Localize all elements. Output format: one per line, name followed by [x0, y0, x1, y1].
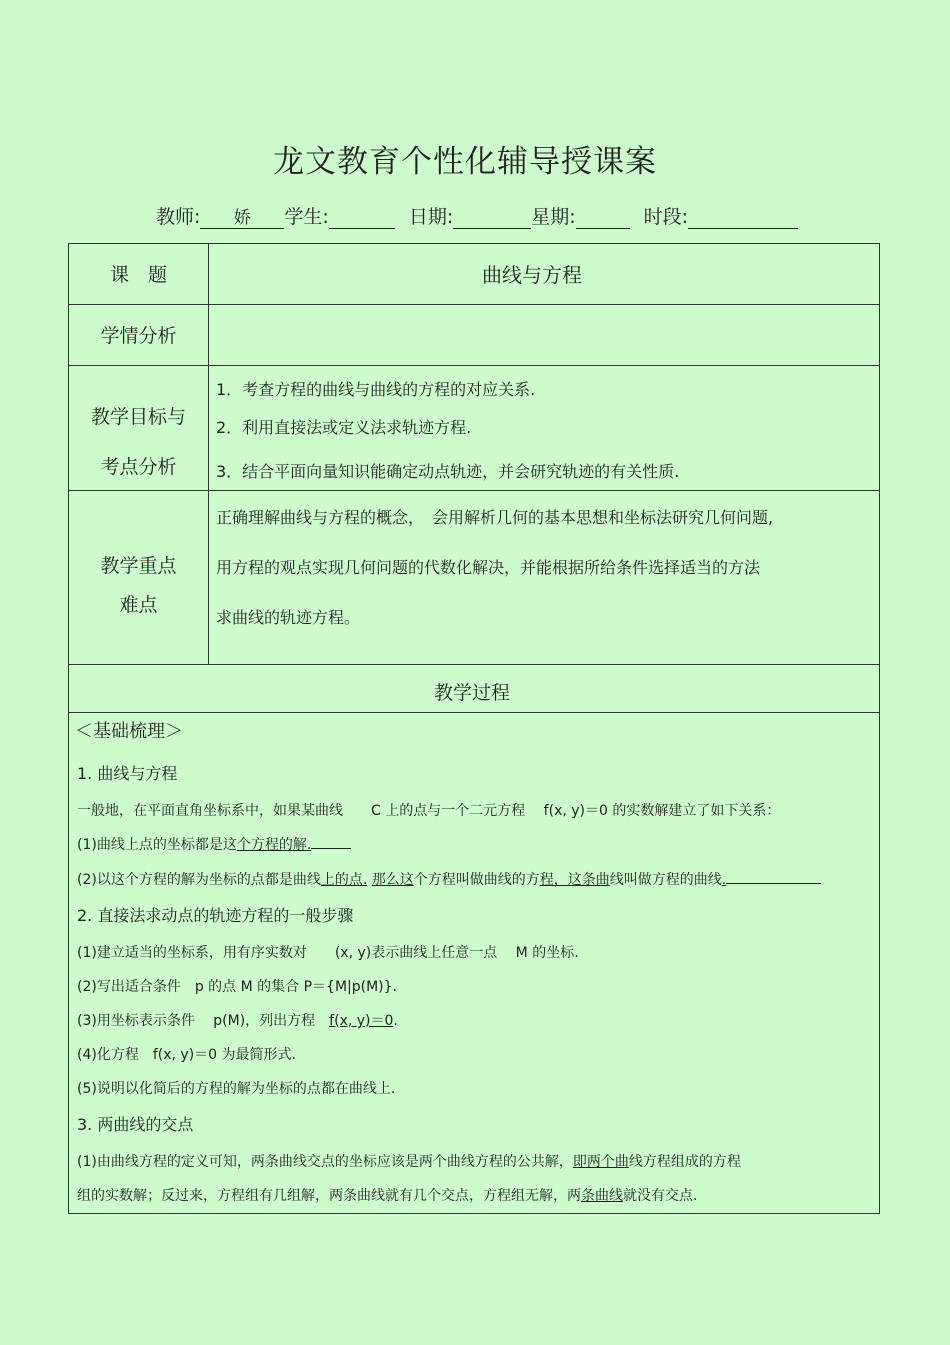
step-item: (3)用坐标表示条件 p(M)，列出方程 f(x, y)＝0. — [77, 1013, 398, 1029]
step-item: (5)说明以化简后的方程的解为坐标的点都在曲线上. — [77, 1081, 396, 1097]
paragraph: (2)以这个方程的解为坐标的点都是曲线上的点. 那么这个方程叫做曲线的方程，这条曲线叫做方程的曲线. — [77, 869, 821, 889]
paragraph: (1)曲线上点的坐标都是这个方程的解. — [77, 834, 351, 854]
header-info-row — [156, 202, 798, 229]
page-title: 龙文教育个性化辅导授课案 — [273, 144, 657, 180]
date-label: 日期: — [408, 206, 454, 228]
row-divider — [68, 712, 880, 713]
teacher-label: 教师: — [156, 206, 201, 228]
paragraph: 一般地，在平面直角坐标系中，如果某曲线 C 上的点与一个二元方程 f(x, y)＝0 的实数解建立了如下关系： — [77, 803, 781, 819]
goal-item: 3．结合平面向量知识能确定动点轨迹，并会研究轨迹的有关性质. — [216, 462, 680, 481]
teacher-field[interactable]: 娇 — [200, 204, 284, 229]
row-divider — [68, 304, 880, 305]
process-header: 教学过程 — [433, 682, 510, 704]
heading-1: 1. 曲线与方程 — [77, 764, 178, 783]
student-field[interactable] — [329, 204, 395, 229]
goals-label-line1: 教学目标与 — [90, 406, 186, 428]
key-point-line: 用方程的观点实现几何问题的代数化解决，并能根据所给条件选择适当的方法 — [216, 558, 761, 577]
student-label: 学生: — [284, 206, 329, 228]
row-divider — [68, 664, 880, 665]
row-divider — [68, 490, 880, 491]
paragraph: (1)由曲线方程的定义可知，两条曲线交点的坐标应该是两个曲线方程的公共解，即两个曲线方程组成的方程 — [77, 1154, 741, 1170]
step-item: (4)化方程 f(x, y)＝0 为最简形式. — [77, 1047, 296, 1063]
goal-item: 1．考查方程的曲线与曲线的方程的对应关系. — [216, 380, 536, 399]
step-item: (1)建立适当的坐标系，用有序实数对 (x, y)表示曲线上任意一点 M 的坐标. — [77, 945, 579, 961]
column-divider — [208, 243, 209, 664]
paragraph: 组的实数解；反过来，方程组有几组解，两条曲线就有几个交点，方程组无解，两条曲线就没有交点. — [77, 1188, 698, 1204]
key-point-line: 求曲线的轨迹方程。 — [216, 608, 361, 627]
analysis-label: 学情分析 — [100, 325, 177, 347]
week-label: 星期: — [531, 206, 576, 228]
section-title: ＜基础梳理＞ — [75, 721, 183, 742]
key-point-line: 正确理解曲线与方程的概念， 会用解析几何的基本思想和坐标法研究几何问题, — [216, 508, 774, 527]
heading-3: 3. 两曲线的交点 — [77, 1115, 194, 1134]
date-field[interactable] — [453, 204, 531, 229]
topic-value: 曲线与方程 — [482, 263, 582, 287]
row-divider — [68, 365, 880, 366]
week-field[interactable] — [576, 204, 630, 229]
goals-label-line2: 考点分析 — [100, 456, 177, 478]
key-label-line2: 难点 — [119, 594, 158, 616]
period-field[interactable] — [688, 204, 798, 229]
key-label-line1: 教学重点 — [100, 555, 177, 577]
step-item: (2)写出适合条件 p 的点 M 的集合 P＝{M|p(M)}. — [77, 979, 397, 995]
topic-label: 课 题 — [109, 264, 167, 286]
period-label: 时段: — [643, 206, 689, 228]
heading-2: 2. 直接法求动点的轨迹方程的一般步骤 — [77, 906, 354, 925]
goal-item: 2．利用直接法或定义法求轨迹方程. — [216, 418, 472, 437]
